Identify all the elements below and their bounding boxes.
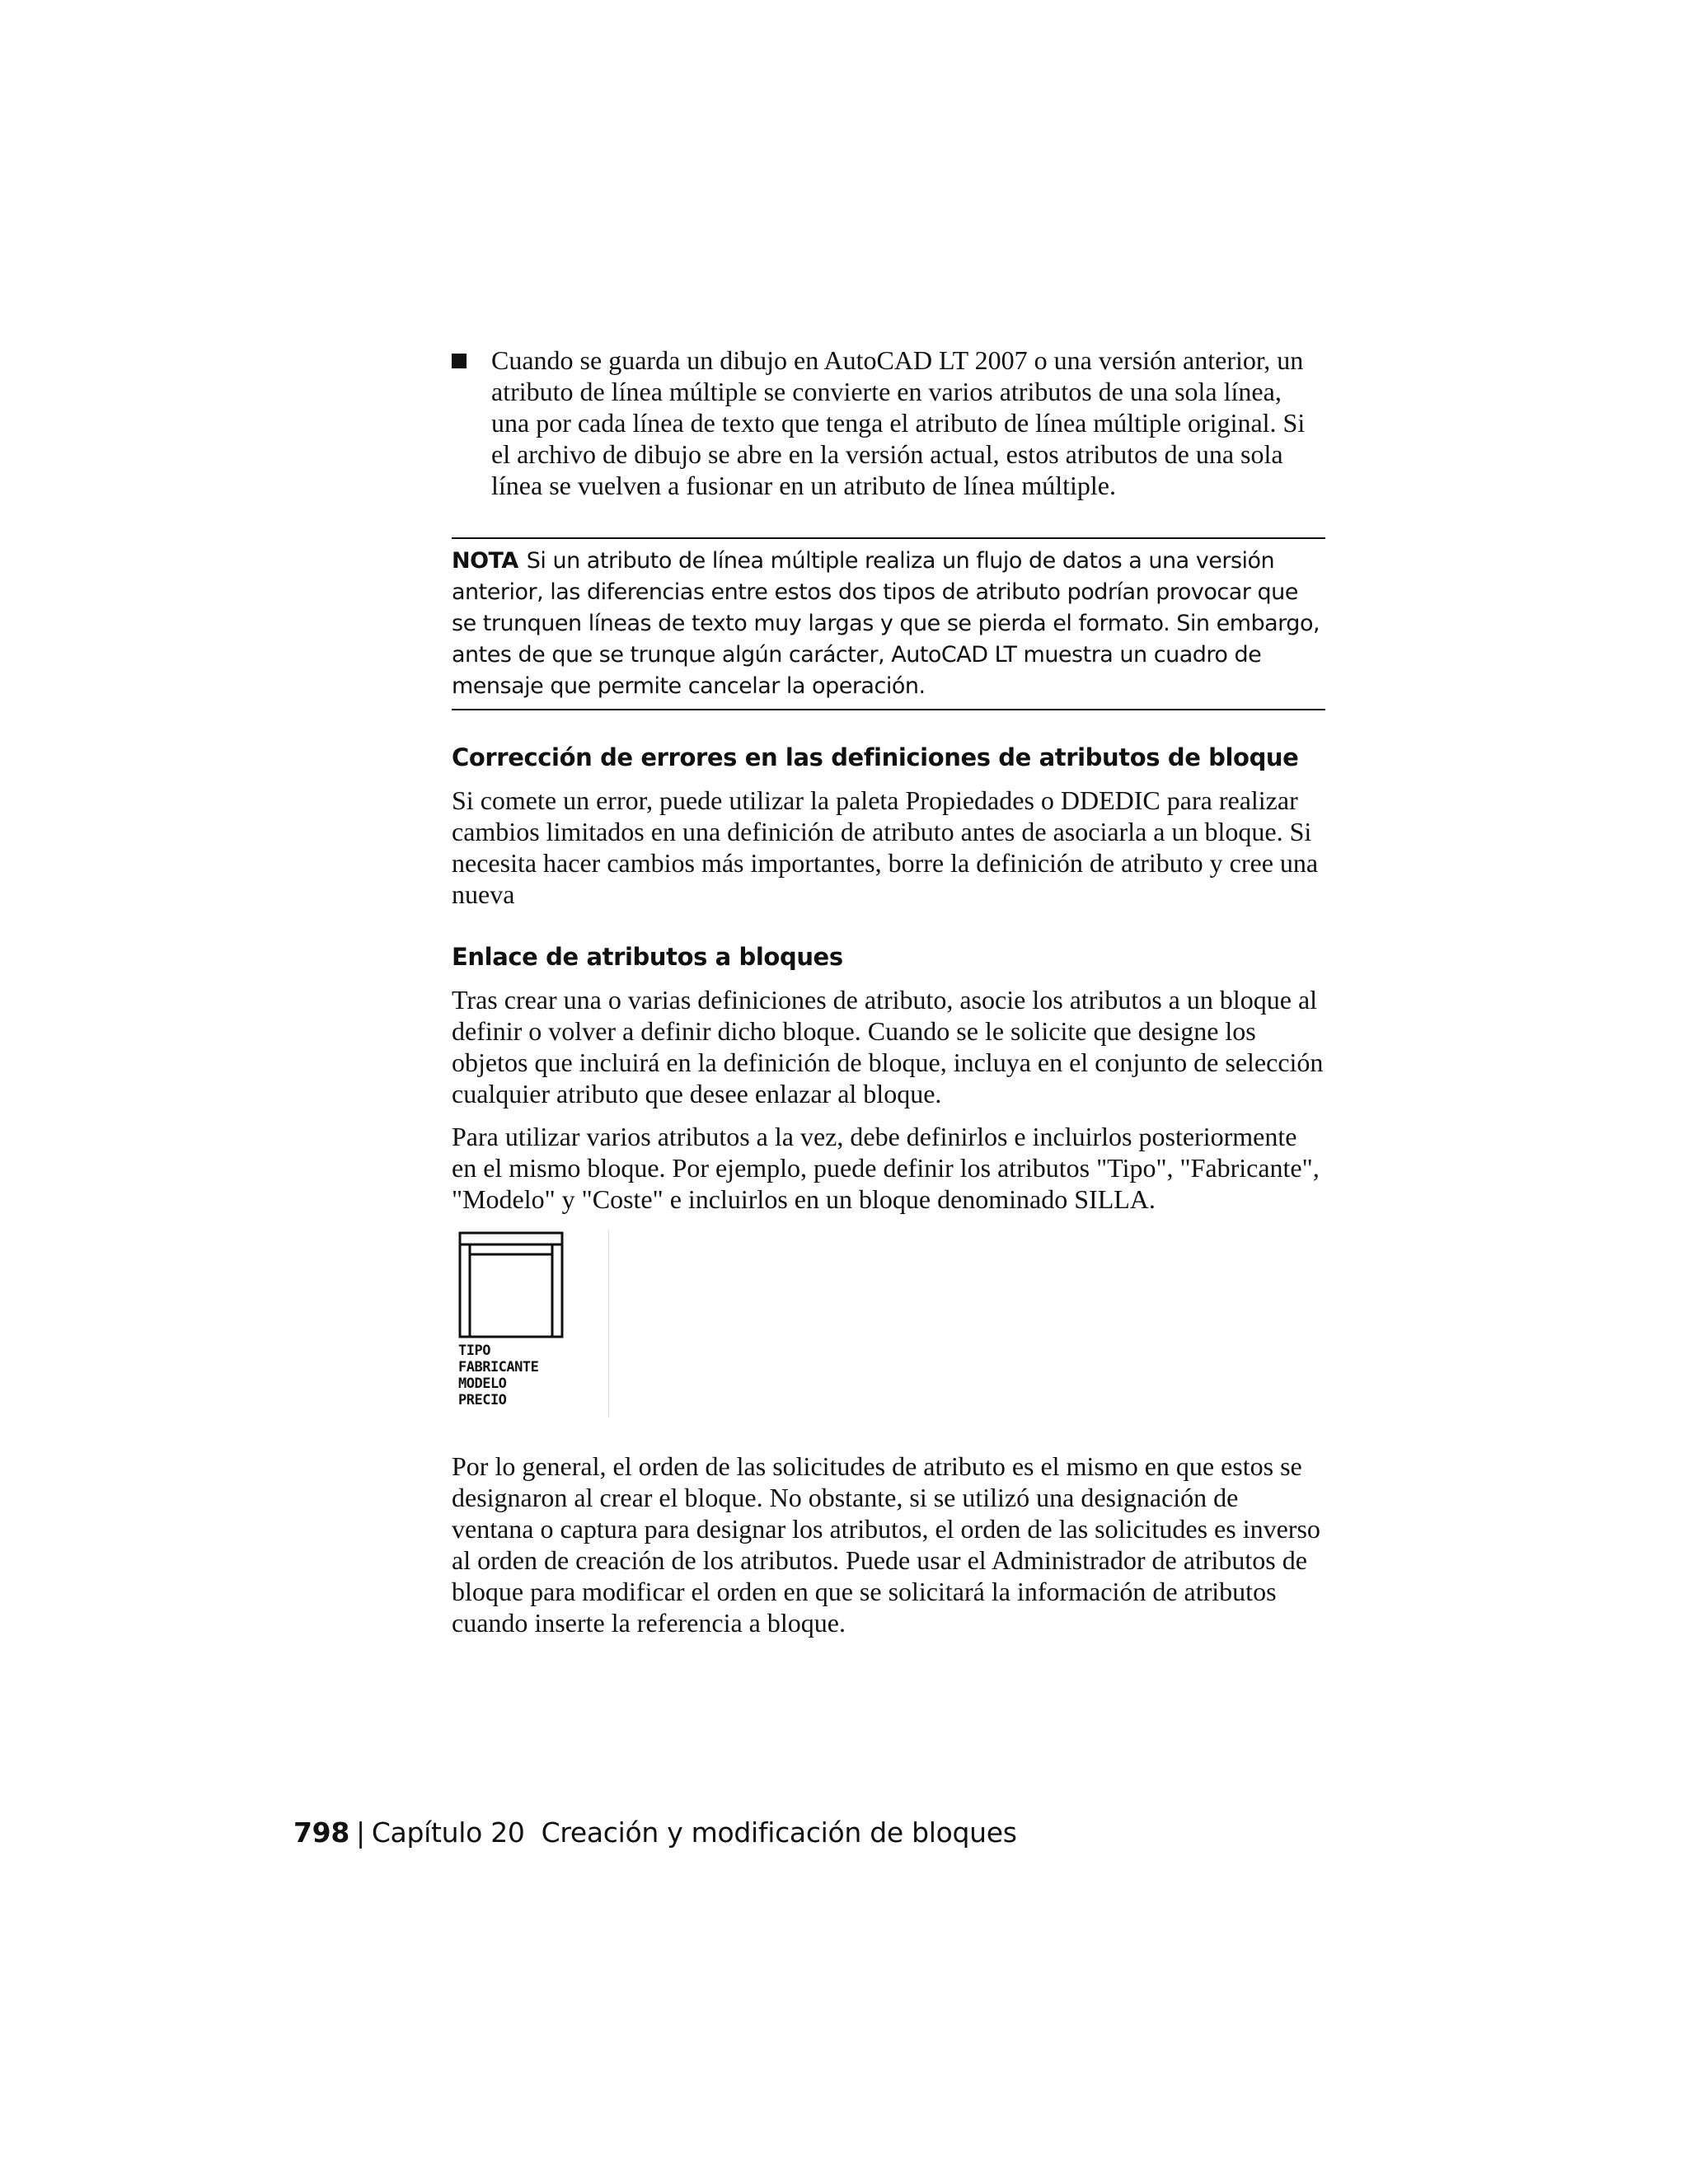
figure-attribute-labels <box>458 1343 538 1408</box>
note-paragraph <box>452 546 1325 702</box>
page-content <box>452 344 1325 1650</box>
section-heading-enlace: Enlace de atributos a bloques <box>452 943 843 971</box>
section-paragraph-enlace-2: Para utilizar varios atributos a la vez, debe definirlos e incluirlos posteriormente en el mismo bloque. Por ejemplo, puede definir los atributos "Tipo", "Fabricante", "Modelo" y "Coste" e incluirlos en un bloque denominado SILLA. <box>452 1122 1320 1214</box>
footer-chapter: Capítulo 20 <box>371 1816 525 1849</box>
figure-label: FABRICANTE <box>458 1359 539 1376</box>
note-label: NOTA <box>452 548 518 574</box>
section-heading-correccion: Corrección de errores en las definiciones de atributos de bloque <box>452 743 1299 771</box>
bullet-item <box>452 344 1325 501</box>
page-number: 798 <box>293 1816 349 1849</box>
figure-divider <box>608 1230 609 1418</box>
section-paragraph-correccion: Si comete un error, puede utilizar la paleta Propiedades o DDEDIC para realizar cambios limitados en una definición de atributo antes de asociarla a un bloque. Si necesita hacer cambios más importantes, borre la definición de atributo y cree una nueva <box>452 785 1319 909</box>
square-bullet-icon <box>452 354 467 368</box>
figure-label: PRECIO <box>458 1392 507 1408</box>
note-text: Si un atributo de línea múltiple realiza un flujo de datos a una versión anterior, las diferencias entre estos dos tipos de atributo podrían provocar que se trunquen líneas de texto muy largas y que se pierda el formato. Sin embargo, antes de que se trunque algún carácter, AutoCAD LT muestra un cuadro de mensaje que permite cancelar la operación. <box>452 548 1320 699</box>
chair-block-figure <box>453 1230 610 1418</box>
footer-separator: | <box>355 1816 365 1849</box>
bullet-text: Cuando se guarda un dibujo en AutoCAD LT 2007 o una versión anterior, un atributo de línea múltiple se convierte en varios atributos de una sola línea, una por cada línea de texto que tenga el atributo de línea múltiple original. Si el archivo de dibujo se abre en la versión actual, estos atributos de una sola línea se vuelven a fusionar en un atributo de línea múltiple. <box>491 345 1306 500</box>
figure-label: MODELO <box>458 1376 507 1392</box>
figure-label: TIPO <box>458 1343 490 1359</box>
section-paragraph-enlace-1: Tras crear una o varias definiciones de atributo, asocie los atributos a un bloque al definir o volver a definir dicho bloque. Cuando se le solicite que designe los objetos que incluirá en la definición de bloque, incluya en el conjunto de selección cualquier atributo que desee enlazar al bloque. <box>452 985 1324 1108</box>
note-box <box>452 537 1325 710</box>
footer-chapter-title: Creación y modificación de bloques <box>541 1816 1017 1849</box>
page-footer <box>293 1816 1017 1849</box>
section-paragraph-enlace-3: Por lo general, el orden de las solicitudes de atributo es el mismo en que estos se designaron al crear el bloque. No obstante, si se utilizó una designación de ventana o captura para designar los atributos, el orden de las solicitudes es inverso al orden de creación de los atributos. Puede usar el Administrador de atributos de bloque para modificar el orden en que se solicitará la información de atributos cuando inserte la referencia a bloque. <box>452 1451 1320 1638</box>
